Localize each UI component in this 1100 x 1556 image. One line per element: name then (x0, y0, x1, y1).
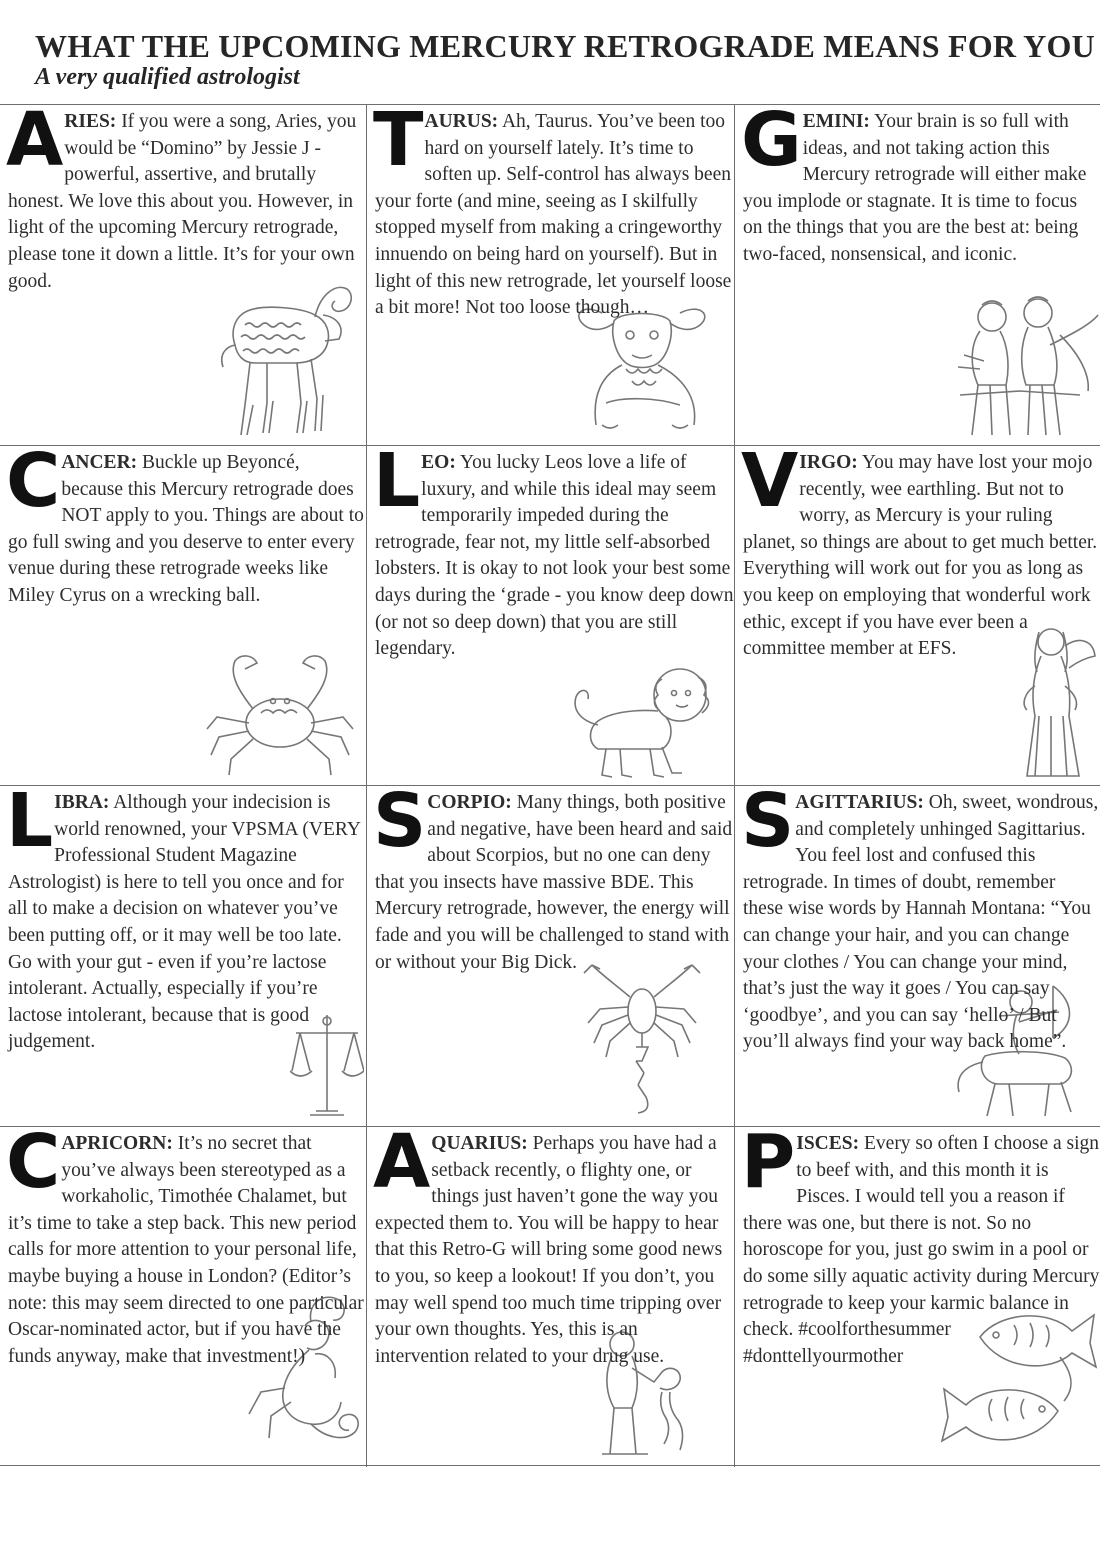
horoscope-text: You may have lost your mojo recently, wee earthling. But not to worry, as Mercury is your ruling planet, so things are about to get much better. Everything will work out for you as long as you keep on employing that wonderful work ethic, except if you have ever been a committee member at EFS. (743, 452, 1098, 660)
header (0, 0, 1100, 104)
sign-name: AGITTARIUS: (795, 792, 924, 813)
horoscope-scorpio (366, 785, 734, 1126)
horoscope-pisces (734, 1126, 1100, 1467)
sign-name: ISCES: (796, 1133, 860, 1154)
sign-name: EMINI: (802, 111, 870, 132)
sign-name: APRICORN: (61, 1133, 173, 1154)
horoscope-virgo (734, 445, 1100, 785)
scorpion-icon (572, 961, 712, 1121)
sign-name: IBRA: (54, 792, 110, 813)
horoscope-text: Perhaps you have had a setback recently, o flighty one, or things just haven’t gone the way you expected them to. You will be happy to hear that this Retro-G will bring some good news to you, so keep a lookout! If you don’t, you may well spend too much time tripping over your own thoughts. Yes, this is an intervention related to your drug use. (375, 1133, 723, 1367)
drop-cap: L (373, 445, 421, 524)
horoscope-sagittarius (734, 785, 1100, 1126)
drop-cap: T (373, 105, 424, 183)
sign-name: QUARIUS: (431, 1133, 528, 1154)
horoscope-text: Ah, Taurus. You’ve been too hard on yourself lately. It’s time to soften up. Self-control has always been your forte (and mine, seeing as I skilfully stopped myself from making a cringeworthy innuendo on being hard on yourself). But in light of this new retrograde, let yourself loose a bit more! Not too loose though… (375, 111, 732, 319)
sign-name: AURUS: (424, 111, 499, 132)
horoscope-grid (0, 104, 1100, 1466)
horoscope-aquarius (366, 1126, 734, 1467)
horoscope-text: If you were a song, Aries, you would be “Domino” by Jessie J - powerful, assertive, and brutally honest. We love this about you. However, in light of the upcoming Mercury retrograde, please tone it down a little. It’s for your own good. (8, 111, 357, 292)
sign-name: EO: (421, 452, 456, 473)
sign-name: CORPIO: (427, 792, 512, 813)
horoscope-text: Many things, both positive and negative, have been heard and said about Scorpios, but no one can deny that you insects have massive BDE. This Mercury retrograde, however, the energy will fade and you will be challenged to stand with or without your Big Dick. (375, 792, 733, 973)
horoscope-text: It’s no secret that you’ve always been stereotyped as a workaholic, Timothée Chalamet, but it’s time to take a step back. This new period calls for more attention to your personal life, maybe buying a house in London? (Editor’s note: this may seem directed to one particular Oscar-nominated actor, but if you have the funds anyway, make that investment!) (8, 1133, 364, 1367)
crab-icon (205, 651, 355, 781)
drop-cap: L (6, 785, 54, 864)
horoscope-text: Although your indecision is world renowned, your VPSMA (VERY Professional Student Magazine Astrologist) is here to tell you once and for all to make a decision on whatever you’ve been putting off, or it may well be too late. Go with your gut - even if you’re lactose intolerant. Actually, especially if you’re lactose intolerant, because that is good judgement. (8, 792, 361, 1053)
ram-icon (205, 275, 355, 443)
horoscope-libra (0, 785, 366, 1126)
horoscope-text: Every so often I choose a sign to beef with, and this month it is Pisces. I would tell you a reason if there was one, but there is not. So no horoscope for you, just go swim in a pool or do some silly aquatic activity during Mercury retrograde to keep your karmic balance in check. #coolforthesummer #donttellyourmother (743, 1133, 1100, 1367)
lion-icon (562, 661, 732, 783)
drop-cap: C (6, 445, 61, 524)
drop-cap: A (373, 1126, 431, 1205)
horoscope-text: Your brain is so full with ideas, and not taking action this Mercury retrograde will either make you implode or stagnate. It is time to focus on the things that you are the best at: being two-faced, nonsensical, and iconic. (743, 111, 1087, 265)
byline: A very qualified astrologist (35, 64, 300, 90)
horoscope-taurus (366, 105, 734, 445)
drop-cap: S (373, 785, 427, 864)
page-title: WHAT THE UPCOMING MERCURY RETROGRADE MEANS FOR YOU (35, 28, 1095, 64)
drop-cap: P (741, 1126, 796, 1205)
sign-name: RIES: (64, 111, 117, 132)
horoscope-gemini (734, 105, 1100, 445)
sign-name: ANCER: (61, 452, 138, 473)
horoscope-cancer (0, 445, 366, 785)
twins-icon (950, 295, 1100, 443)
drop-cap: V (741, 445, 799, 524)
horoscope-text: Buckle up Beyoncé, because this Mercury retrograde does NOT apply to you. Things are about to go full swing and you deserve to enter every venue during these retrograde weeks like Miley Cyrus on a wrecking ball. (8, 452, 364, 606)
horoscope-leo (366, 445, 734, 785)
sign-name: IRGO: (799, 452, 858, 473)
horoscope-aries (0, 105, 366, 445)
horoscope-text: Oh, sweet, wondrous, and completely unhinged Sagittarius. You feel lost and confused this retrograde. In times of doubt, remember these wise words by Hannah Montana: “You can change your hair, and you can change your clothes / You can change your mind, that’s just the way it goes / You can say ‘goodbye’, and you can say ‘hello’ / But you’ll always find your way back home”. (743, 792, 1099, 1053)
horoscope-text: You lucky Leos love a life of luxury, and while this ideal may seem temporarily impeded during the retrograde, fear not, my little self-absorbed lobsters. It is okay to not look your best some days during the ‘grade - you know deep down (or not so deep down) that you are still legendary. (375, 452, 734, 660)
horoscope-capricorn (0, 1126, 366, 1467)
drop-cap: A (6, 105, 64, 183)
drop-cap: C (6, 1126, 61, 1205)
drop-cap: S (741, 785, 795, 864)
drop-cap: G (741, 105, 802, 183)
